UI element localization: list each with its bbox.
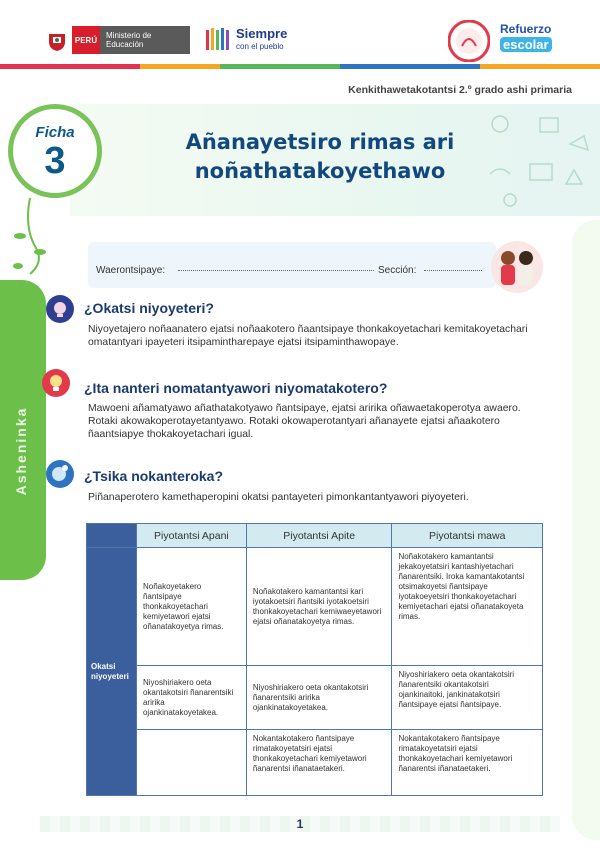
- siempre-sub-label: con el pueblo: [236, 42, 284, 51]
- section-label: Sección:: [378, 265, 417, 276]
- section-text-2: Mawoeni añamatyawo añathatakotyawo ñantsipaye, ejatsi aririka oñawaetakoperotya awaero. Rotaki akowakoperotayetantyawo. Rotaki okowaperotantyari añanayete ejatsi añaakotero ñaantsiapye thokakoyetachari igual.: [88, 403, 521, 440]
- table-row: [87, 730, 543, 796]
- name-label: Waerontsipaye:: [96, 265, 166, 276]
- fiche-label: Ficha: [35, 124, 75, 141]
- title-line-1: Añanayetsiro rimas ari: [185, 130, 455, 154]
- row-header: Okatsi niyoyeteri: [87, 548, 137, 796]
- lightbulb-icon: [42, 369, 70, 397]
- section-text-3: Piñanaperotero kamethaperopini okatsi pantayeteri pimonkantantyawori piyoyeteri.: [88, 492, 469, 503]
- table-cell: Niyoshiriakero oeta okantakotsiri ñanarentsiki aririka ojankinatakoyetakea.: [246, 666, 392, 730]
- section-text-1: Niyoyetajero noñaanatero ejatsi noñaakotero ñaantsipaye thonkakoyetachari kemitakoyetachari omatantyari ipayeteri itsipamintharepaye ejatsi itsipaminthawopaye.: [88, 324, 528, 348]
- right-decor-band: [572, 220, 600, 840]
- side-label: Asheninka: [13, 406, 29, 496]
- table-header-row: [87, 524, 543, 548]
- eib-seal-icon: [448, 20, 490, 62]
- column-header: Piyotantsi Apani: [136, 524, 246, 548]
- fiche-number: 3: [44, 140, 66, 182]
- table-cell: Niyoshiriakero oeta okantakotsiri ñanarentsiki okantakotsiri ojankinaitoki, jankinatakotsiri ñantsipaye ejatsi ñantsipaye.: [392, 666, 543, 730]
- siempre-label: Siempre: [236, 26, 288, 41]
- escolar-label: escolar: [500, 37, 552, 52]
- table-cell: Nokantakotakero ñantsipaye rimatakoyetatsiri ejatsi thonkakoyetachari kemiyetawori ñanarentsi iñanataetakeri.: [246, 730, 392, 796]
- leaf-vine-icon: [6, 196, 50, 276]
- section-title-1: ¿Okatsi niyoyeteri?: [84, 300, 214, 316]
- table-corner-cell: [87, 524, 137, 548]
- children-illustration-icon: [490, 240, 544, 294]
- thinking-head-icon: [46, 460, 74, 488]
- table-cell: Noñakoyetakero ñantsipaye thonkakoyetachari kemiyetawori ejatsi oñanatakoyetya rimas.: [136, 548, 246, 666]
- refuerzo-label: Refuerzo: [500, 22, 552, 36]
- ministerio-label: Ministerio de Educación: [106, 31, 152, 49]
- table-cell: Niyoshiriakero oeta okantakotsiri ñanarentsiki aririka ojankinatakoyetakea.: [136, 666, 246, 730]
- rubric-table: [86, 523, 543, 796]
- page-title: [120, 128, 520, 186]
- section-title-2: ¿Ita nanteri nomatantyawori niyomatakotero?: [84, 380, 388, 396]
- table-cell: Noñakotakero kamantantsi kari iyotakoetsiri ñantsiki iyotakoetsiri thonkakoyetachari kemiwaeyetawori ejatsi oñanatakoyetya rimas.: [246, 548, 392, 666]
- column-header: Piyotantsi mawa: [392, 524, 543, 548]
- table-row: [87, 548, 543, 666]
- table-cell: [136, 730, 246, 796]
- name-field[interactable]: [178, 270, 374, 271]
- color-stripe: [0, 64, 600, 69]
- peru-coat-of-arms-icon: [46, 32, 68, 52]
- title-line-2: noñathatakoyethawo: [194, 159, 446, 183]
- siempre-logo-icon: [204, 26, 234, 52]
- page-number: 1: [296, 817, 304, 831]
- table-row: [87, 666, 543, 730]
- grade-line: Kenkithawetakotantsi 2.º grado ashi primaria: [348, 84, 572, 96]
- table-cell: Noñakotakero kamantantsi jekakoyetatsiri kantashiyetachari ñanarentsiki. Iroka kamantakotantsi otsimakoyetsi ñantsipaye iyotakoeyetsiri thonkakoyetachari kemiyetachari ejatsi oñanatakoyeta rimas.: [392, 548, 543, 666]
- table-cell: Nokantakotakero ñantsipaye rimatakoyetatsiri ejatsi thonkakoyetachari kemiyetawori ñanarentsi iñanataetakeri.: [392, 730, 543, 796]
- column-header: Piyotantsi Apite: [246, 524, 392, 548]
- section-title-3: ¿Tsika nokanteroka?: [84, 468, 224, 484]
- brain-icon: [46, 295, 74, 323]
- peru-label: PERÚ: [72, 26, 100, 54]
- refuerzo-escolar-logo: [500, 22, 552, 54]
- section-field[interactable]: [424, 270, 482, 271]
